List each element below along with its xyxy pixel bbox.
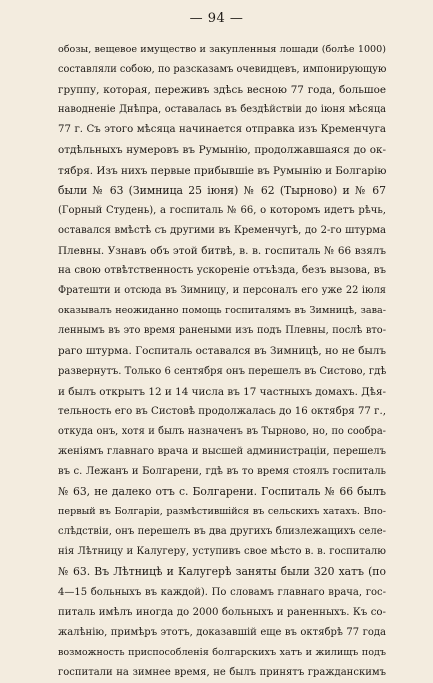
text-line: жалѣнію, примѣръ этотъ, доказавшій еще въ октябрѣ 77 года [58,626,386,638]
text-line: раго штурма. Госпиталь оставался въ Зимницѣ, но не былъ [58,345,386,358]
text-line: леннымъ въ это время ранеными изъ подъ Плевны, послѣ вто- [58,325,386,337]
text-line: Фратешти и отсюда въ Зимницу, и персоналъ его уже 22 іюля [58,285,386,297]
page-number: — 94 — [189,11,244,26]
text-line: и былъ открытъ 12 и 14 числа въ 17 частныхъ домахъ. Дѣя- [58,385,387,398]
text-line: тября. Изъ нихъ первые прибывшіе въ Румынію и Болгарію [58,164,387,177]
text-line: (Горный Студень), а госпиталь № 66, о которомъ идетъ рѣчь, [58,204,386,216]
text-line: первый въ Болгаріи, размѣстившійся въ сельскихъ хатахъ. Впо- [58,506,386,518]
text-line: госпитали на зимнее время, не былъ принятъ гражданскимъ [58,666,386,678]
text-line: были № 63 (Зимница 25 іюня) № 62 (Тырново) и № 67 [58,183,386,197]
text-line: откуда онъ, хотя и былъ назначенъ въ Тырново, но, по сообра- [58,425,386,437]
text-line: обозы, вещевое имущество и закупленныя лошади (болѣе 1000) [58,44,386,55]
text-line: оказывалъ неожиданно помощь госпиталямъ въ Зимницѣ, зава- [58,305,386,317]
text-line: женіямъ главнаго врача и высшей администраціи, перешелъ [58,445,386,457]
body-text [58,40,386,683]
text-line: Плевны. Узнавъ объ этой битвѣ, в. в. госпиталь № 66 взялъ [58,244,386,257]
text-line: 77 г. Съ этого мѣсяца начинается отправка изъ Кременчуга [58,124,386,136]
text-line: слѣдствіи, онъ перешелъ въ два другихъ близлежащихъ селе- [58,526,386,538]
text-line: отдѣльныхъ нумеровъ въ Румынію, продолжавшаяся до ок- [58,144,386,157]
text-line: № 63. Въ Лѣтницѣ и Калугерѣ заняты были 320 хатъ (по [58,565,386,579]
text-line: 4—15 больныхъ въ каждой). По словамъ главнаго врача, гос- [58,586,386,598]
text-line: развернутъ. Только 6 сентября онъ перешелъ въ Систово, гдѣ [58,365,387,377]
text-line: нія Лѣтницу и Калугеру, уступивъ свое мѣсто в. в. госпиталю [58,546,386,558]
text-line: группу, которая, переживъ здѣсь весною 77 года, большое [58,84,386,97]
text-line: тельность его въ Систовѣ продолжалась до 16 октября 77 г., [58,405,386,417]
text-line: питаль имѣлъ иногда до 2000 больныхъ и раненныхъ. Къ со- [58,606,386,618]
text-line: въ с. Лежанъ и Болгарени, гдѣ въ то время стоялъ госпиталь [58,465,386,477]
text-line: наводненіе Днѣпра, оставалась въ бездѣйствіи до іюня мѣсяца [58,104,386,116]
text-line: составляли собою, по разсказамъ очевидцевъ, импонирующую [58,64,387,76]
text-line: № 63, не далеко отъ с. Болгарени. Госпиталь № 66 былъ [58,485,386,499]
text-line: на свою отвѣтственность ускореніе отъѣзда, безъ вызова, въ [58,265,386,277]
text-line: возможность приспособленія болгарскихъ хатъ и жилищъ подъ [58,646,386,658]
text-line: оставался вмѣстѣ съ другими въ Кременчугѣ, до 2-го штурма [58,224,386,236]
